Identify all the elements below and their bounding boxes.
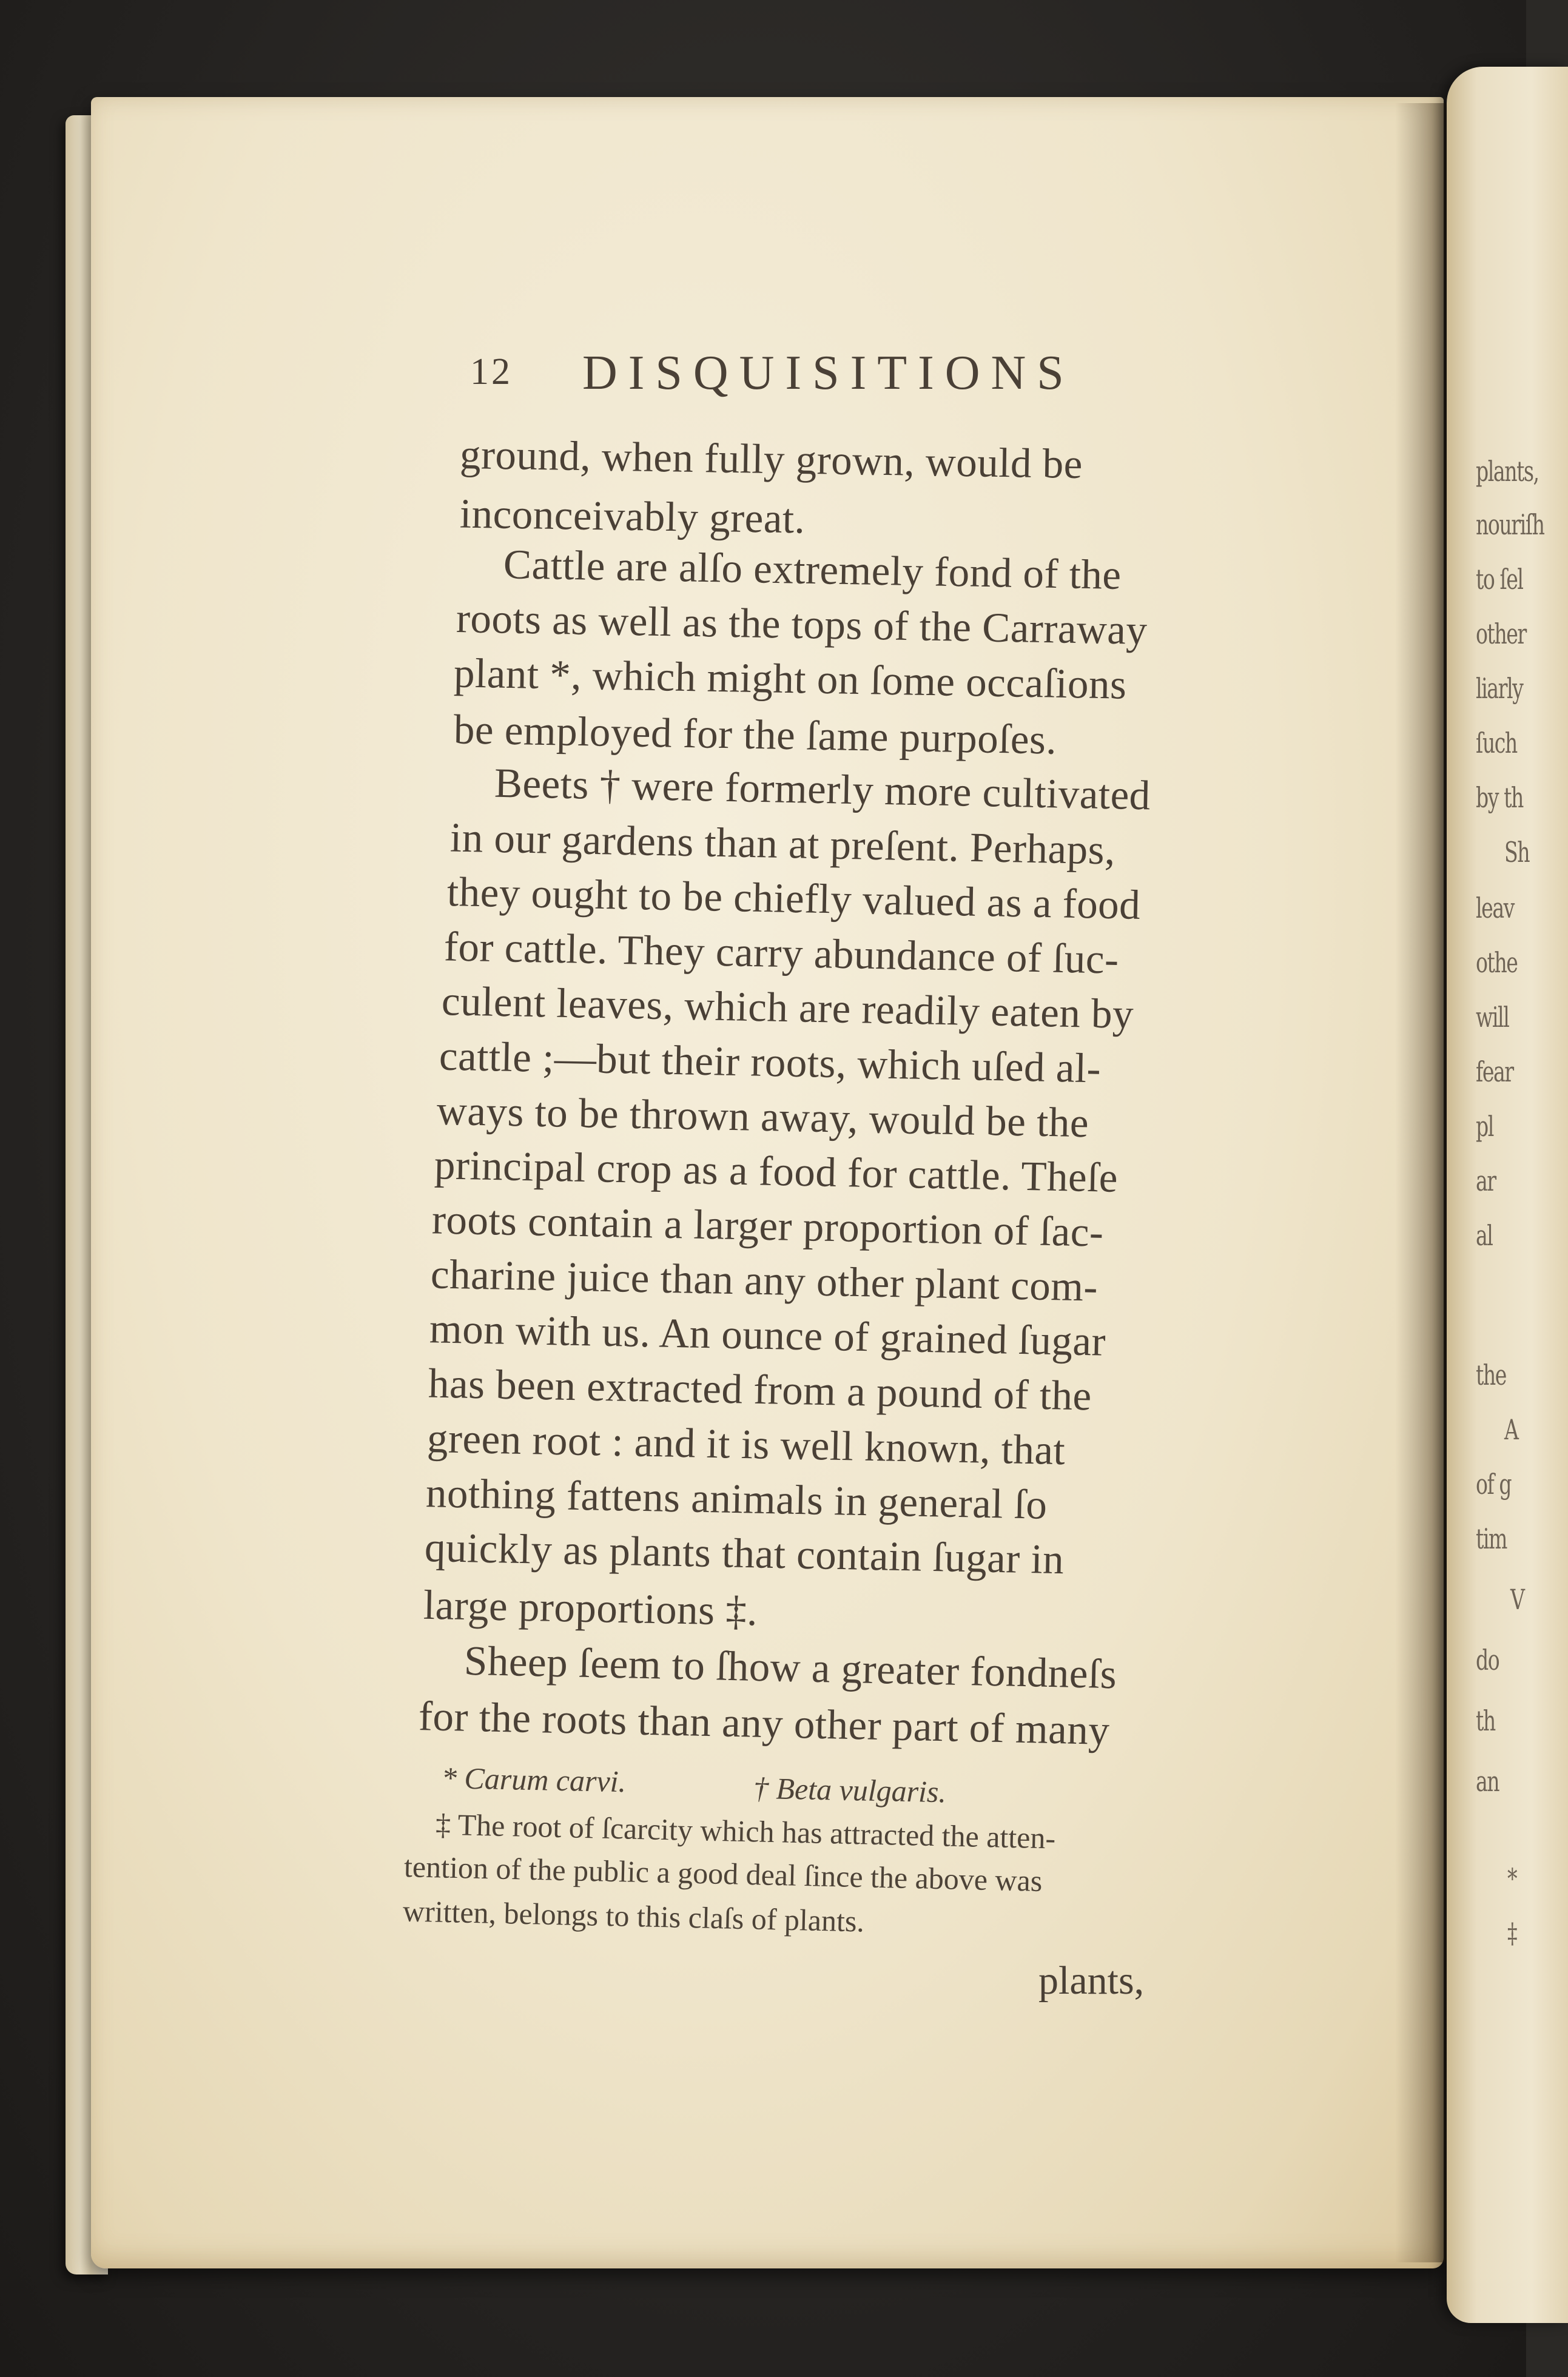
facing-page-fragment: will — [1476, 1001, 1509, 1034]
body-line: cattle ;—but their roots, which uſed al- — [439, 1032, 1102, 1092]
facing-page-fragment: of g — [1476, 1468, 1512, 1501]
body-line: quickly as plants that contain ſugar in — [424, 1524, 1065, 1583]
body-line: for cattle. They carry abundance of ſuc- — [443, 923, 1120, 983]
running-title: DISQUISITIONS — [582, 346, 1075, 400]
facing-page-fragment: * — [1507, 1862, 1517, 1895]
facing-page-fragment: tim — [1476, 1522, 1507, 1555]
page-number: 12 — [470, 351, 513, 392]
facing-page-fragment: ſuch — [1476, 727, 1517, 759]
body-line: charine juice than any other plant com- — [430, 1251, 1099, 1310]
body-line: Sheep ſeem to ſhow a greater fondneſs — [463, 1637, 1117, 1698]
body-line: for the roots than any other part of many — [418, 1693, 1111, 1753]
facing-page-fragment: pl — [1476, 1110, 1493, 1143]
body-line: roots as well as the tops of the Carraway — [456, 595, 1148, 653]
footnote-beta: † Beta vulgaris. — [753, 1770, 947, 1809]
facing-page — [1447, 67, 1568, 2323]
body-line: nothing fattens animals in general ſo — [425, 1470, 1048, 1528]
facing-page-fragment: A — [1504, 1413, 1518, 1446]
footnote-line: ‡ The root of ſcarcity which has attracted the atten- — [435, 1807, 1056, 1855]
body-line: has been extracted from a pound of the — [428, 1360, 1092, 1419]
facing-page-fragment: leav — [1476, 892, 1514, 924]
facing-page-fragment: othe — [1476, 946, 1518, 979]
facing-page-fragment: liarly — [1476, 672, 1523, 705]
body-line: mon with us. An ounce of grained ſugar — [429, 1305, 1106, 1365]
body-line: large proportions ‡. — [423, 1581, 758, 1635]
body-line: they ought to be chiefly valued as a food — [446, 869, 1141, 928]
footnote-line: written, belongs to this claſs of plants. — [402, 1894, 865, 1938]
catchword: plants, — [1038, 1958, 1145, 2003]
footnote-line: tention of the public a good deal ſince the above was — [403, 1849, 1043, 1898]
facing-page-fragment: ‡ — [1507, 1917, 1517, 1949]
facing-page-fragment: Sh — [1504, 836, 1530, 869]
body-line: culent leaves, which are readily eaten by — [441, 978, 1134, 1037]
body-line: principal crop as a food for cattle. Theſe — [434, 1141, 1119, 1201]
facing-page-fragment: th — [1476, 1704, 1495, 1737]
body-line: ways to be thrown away, would be the — [436, 1087, 1089, 1146]
facing-page-fragment: fear — [1476, 1055, 1513, 1088]
body-line: ground, when fully grown, would be — [459, 431, 1083, 488]
body-line: Beets † were formerly more cultivated — [494, 759, 1151, 819]
facing-page-fragment: other — [1476, 617, 1526, 650]
body-line: plant *, which might on ſome occaſions — [453, 650, 1127, 708]
footnote-carum: * Carum carvi. — [441, 1760, 627, 1799]
facing-page-fragment: do — [1476, 1644, 1499, 1676]
facing-page-fragment: plants, — [1476, 455, 1539, 488]
facing-page-fragment: al — [1476, 1219, 1493, 1252]
body-line: be employed for the ſame purpoſes. — [453, 706, 1057, 763]
body-line: Cattle are alſo extremely fond of the — [503, 541, 1122, 598]
facing-page-fragment: nouriſh — [1476, 508, 1544, 541]
body-line: in our gardens than at preſent. Perhaps, — [449, 814, 1116, 873]
facing-page-fragment: ar — [1476, 1165, 1496, 1197]
facing-page-fragment: the — [1476, 1359, 1506, 1391]
body-line: roots contain a larger proportion of ſac- — [431, 1196, 1105, 1256]
facing-page-fragment: by th — [1476, 781, 1523, 814]
facing-page-fragment: to ſel — [1476, 563, 1523, 596]
body-line: green root : and it is well known, that — [426, 1414, 1066, 1474]
body-line: inconceivably great. — [459, 490, 806, 542]
facing-page-fragment: V — [1510, 1583, 1524, 1616]
facing-page-fragment: an — [1476, 1765, 1499, 1798]
